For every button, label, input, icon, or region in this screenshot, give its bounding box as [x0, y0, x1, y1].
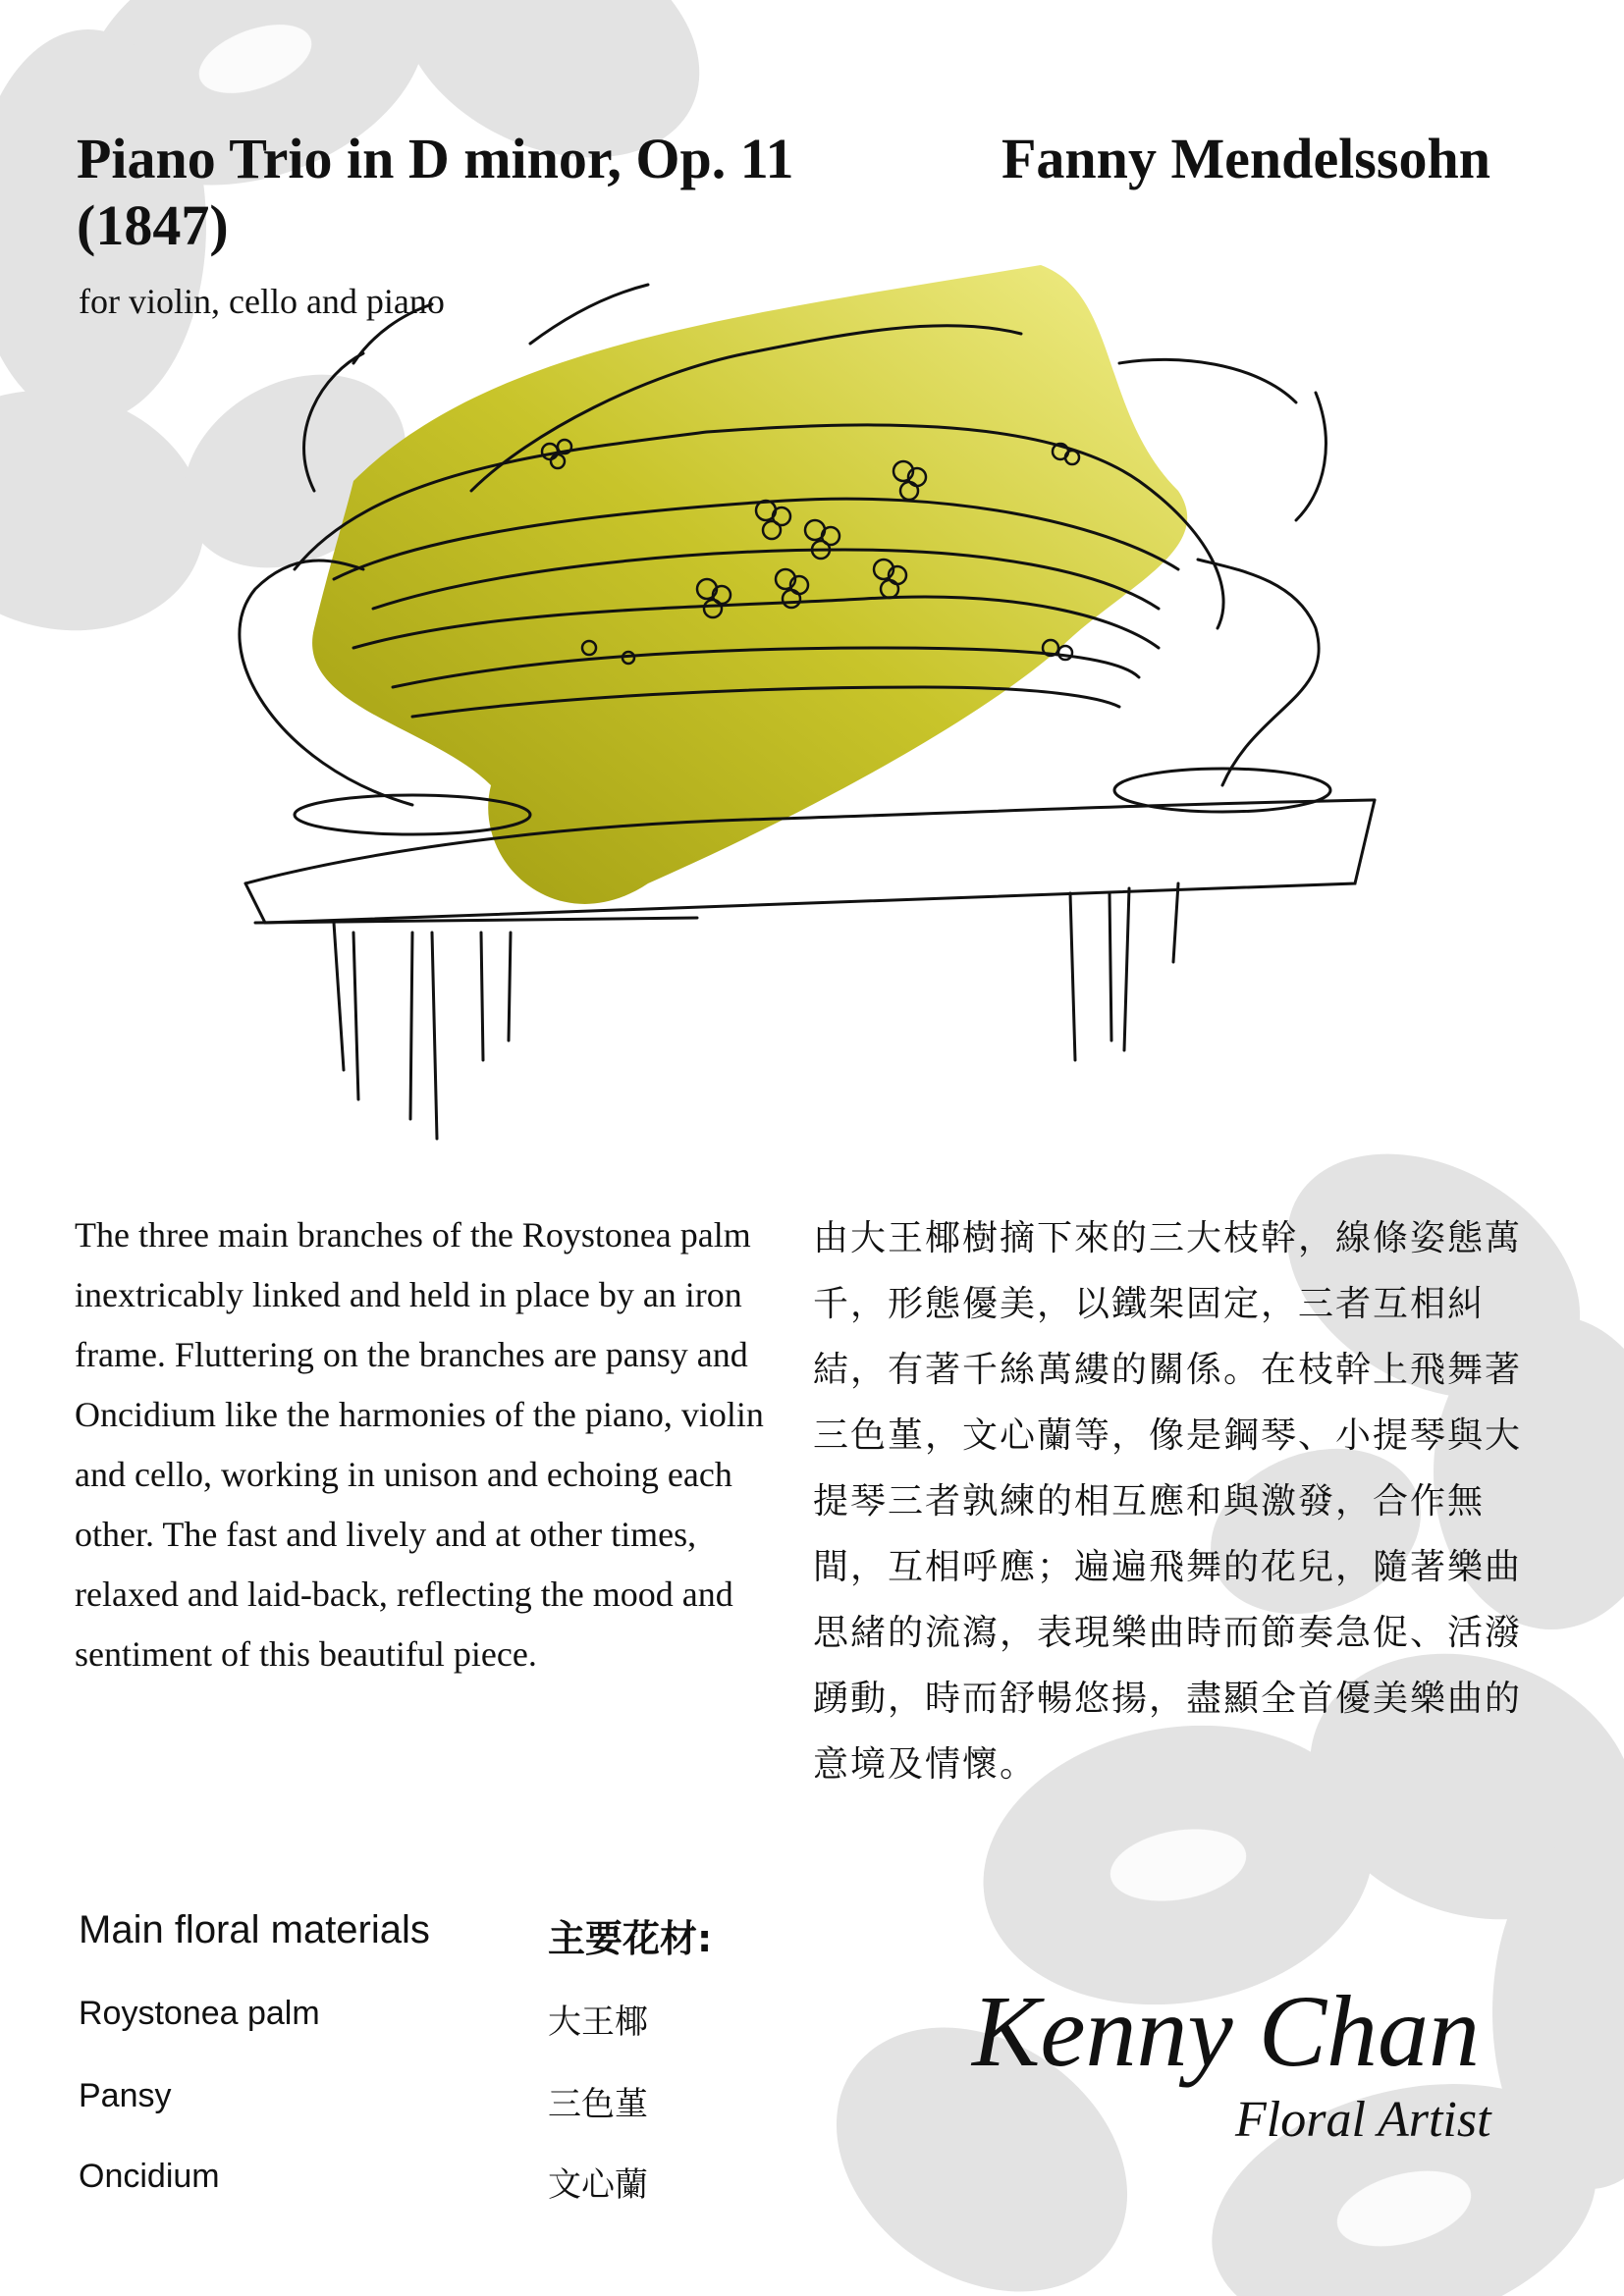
description-chinese: 由大王椰樹摘下來的三大枝幹，線條姿態萬千，形態優美，以鐵架固定，三者互相糾結，有著千絲萬縷的關係。在枝幹上飛舞著三色堇，文心蘭等，像是鋼琴、小提琴與大提琴三者孰練的相互應和與激發，合作無間，互相呼應；遍遍飛舞的花兒，隨著樂曲思緒的流瀉，表現樂曲時而節奏急促、活潑踴動，時而舒暢悠揚，盡顯全首優美樂曲的意境及情懷。	[813, 1218, 1523, 1785]
description-english: The three main branches of the Roystonea palm inextricably linked and held in place by an iron frame. Fluttering on the branches are pansy and Oncidium like the harmonies of the piano, violin and cello, working in unison and echoing each other. The fast and lively and at other times, relaxed and laid-back, reflecting the mood and sentiment of this beautiful piece.	[75, 1215, 764, 1674]
material-name-chinese: 文心蘭	[548, 2165, 648, 2205]
materials-heading-english: Main floral materials	[79, 1908, 430, 1951]
material-item	[79, 2077, 648, 2126]
material-item	[79, 2158, 648, 2207]
artist-title: Floral Artist	[1235, 2092, 1491, 2148]
arrangement-sketch-illustration	[236, 255, 1453, 1158]
piece-title: Piano Trio in D minor, Op. 11 (1847)	[77, 127, 794, 257]
material-name-chinese: 大王椰	[548, 2002, 648, 2042]
material-name-english: Oncidium	[79, 2158, 220, 2195]
artist-signature: Kenny Chan	[972, 1975, 1481, 2088]
composer-name: Fanny Mendelssohn	[1001, 127, 1490, 190]
material-name-english: Roystonea palm	[79, 1995, 320, 2032]
material-name-english: Pansy	[79, 2077, 172, 2114]
material-name-chinese: 三色堇	[548, 2085, 648, 2124]
instrumentation-subtitle: for violin, cello and piano	[79, 282, 445, 321]
materials-heading-chinese: 主要花材:	[548, 1917, 713, 1960]
material-item	[79, 1995, 648, 2044]
